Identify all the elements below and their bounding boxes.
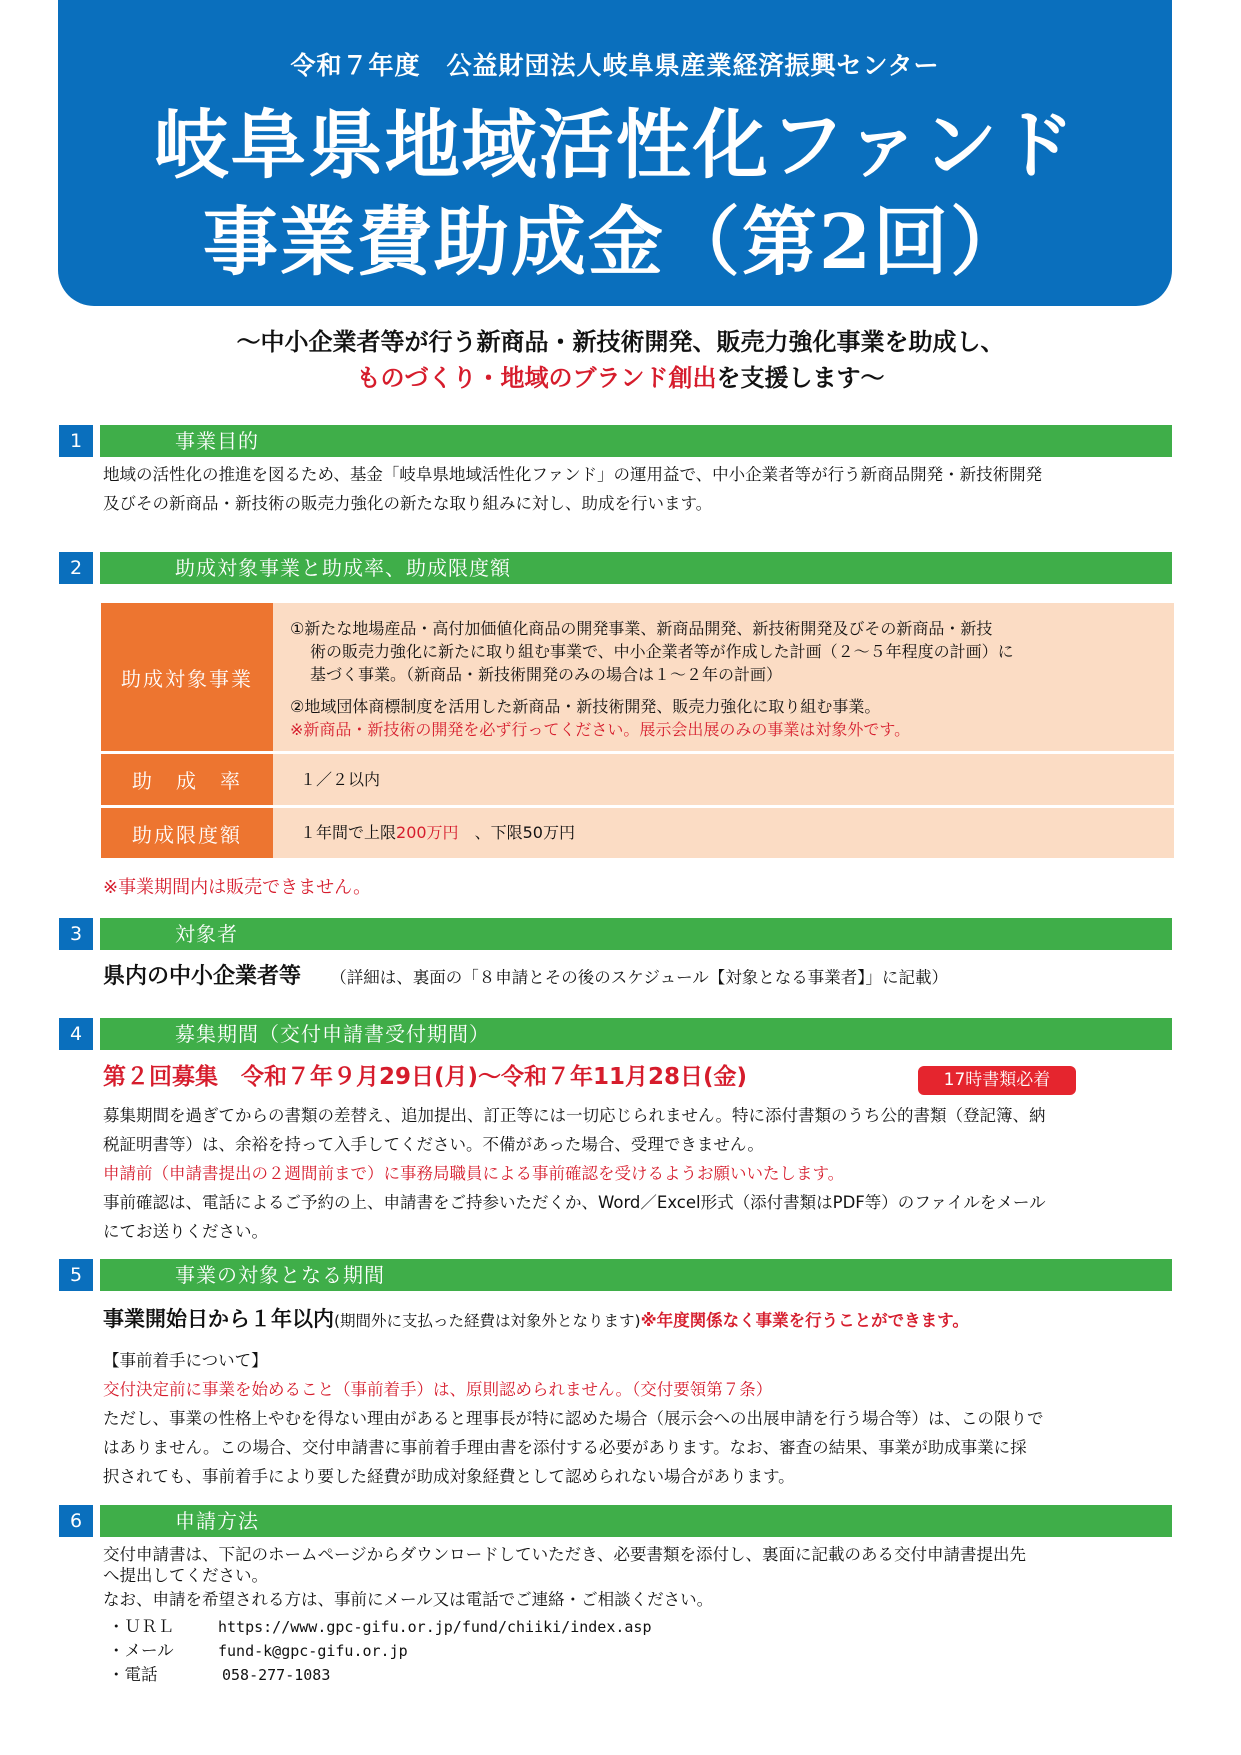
business-period: 事業開始日から１年以内	[103, 1307, 334, 1331]
section3-body	[103, 962, 1178, 992]
page-title-line2: 事業費助成金（第2回）	[202, 198, 1028, 286]
section5-line: ただし、事業の性格上やむを得ない理由があると理事長が特に認めた場合（展示会への出展申請を行う場合等）は、この限りで	[103, 1409, 1044, 1428]
grant-table	[101, 603, 1174, 858]
subtitle-line2	[0, 358, 1241, 393]
contact-phone: 058-277-1083	[222, 1666, 331, 1684]
limit-text: １年間で上限	[300, 823, 397, 842]
section6-line: へ提出してください。	[103, 1566, 268, 1585]
target-item1: 術の販売力強化に新たに取り組む事業で、中小企業者等が作成した計画（２～５年程度の計画）に	[310, 642, 1014, 661]
target-label: 助成対象事業	[101, 603, 273, 751]
section-title: 申請方法	[100, 1505, 1172, 1537]
recruitment-period: 第２回募集 令和７年９月29日(月)～令和７年11月28日(金)	[103, 1064, 748, 1090]
contact-label: ・電話	[108, 1665, 158, 1684]
page-title-line1: 岐阜県地域活性化ファンド	[153, 101, 1077, 189]
target-applicants: 県内の中小企業者等	[103, 964, 302, 989]
target-applicants-detail: （詳細は、裏面の「８申請とその後のスケジュール【対象となる事業者】」に記載）	[330, 968, 949, 987]
section4-body	[103, 1101, 1178, 1246]
limit-label: 助成限度額	[101, 808, 273, 858]
section-header-5	[59, 1259, 1172, 1291]
section5-line: はありません。この場合、交付申請書に事前着手理由書を添付する必要があります。なお、審査の結果、事業が助成事業に採	[103, 1438, 1027, 1457]
target-item1: 基づく事業。（新商品・新技術開発のみの場合は１～２年の計画）	[310, 665, 783, 684]
section-title: 助成対象事業と助成率、助成限度額	[100, 552, 1172, 584]
section-header-4	[59, 1018, 1172, 1050]
target-cell	[273, 603, 1174, 751]
section-title: 事業の対象となる期間	[100, 1259, 1172, 1291]
section-title: 事業目的	[100, 425, 1172, 457]
section4-line: 事前確認は、電話によるご予約の上、申請書をご持参いただくか、Word／Excel形式（添付書類はPDF等）のファイルをメール	[103, 1193, 1046, 1212]
target-item1: ①新たな地場産品・高付加価値化商品の開発事業、新商品開発、新技術開発及びその新商品・新技	[290, 619, 993, 638]
subtitle-line1: ～中小企業者等が行う新商品・新技術開発、販売力強化事業を助成し、	[236, 328, 1005, 356]
contact-url-link[interactable]: https://www.gpc-gifu.or.jp/fund/chiiki/index.asp	[218, 1618, 652, 1636]
contact-email-row	[108, 1639, 1183, 1663]
section1-line: 及びその新商品・新技術の販売力強化の新たな取り組みに対し、助成を行います。	[103, 494, 713, 513]
pre-start-red-line: 交付決定前に事業を始めること（事前着手）は、原則認められません。（交付要領第７条）	[103, 1380, 773, 1399]
deadline-badge: 17時書類必着	[918, 1066, 1076, 1095]
target-note: ※新商品・新技術の開発を必ず行ってください。展示会出展のみの事業は対象外です。	[290, 720, 911, 739]
limit-text: 、下限50万円	[474, 823, 575, 842]
section-number: 4	[59, 1018, 93, 1050]
contact-list	[108, 1615, 1183, 1687]
section-number: 5	[59, 1259, 93, 1291]
organization-name: 令和７年度 公益財団法人岐阜県産業経済振興センター	[290, 51, 940, 80]
section4-red-line: 申請前（申請書提出の２週間前まで）に事務局職員による事前確認を受けるようお願いいたします。	[103, 1164, 845, 1183]
section-number: 3	[59, 918, 93, 950]
section-header-1	[59, 425, 1172, 457]
target-item2: ②地域団体商標制度を活用した新商品・新技術開発、販売力強化に取り組む事業。	[290, 697, 881, 716]
section1-line: 地域の活性化の推進を図るため、基金「岐阜県地域活性化ファンド」の運用益で、中小企業者等が行う新商品開発・新技術開発	[103, 465, 1043, 484]
section-number: 2	[59, 552, 93, 584]
contact-label: ・ＵＲＬ	[108, 1617, 174, 1636]
pre-start-heading: 【事前着手について】	[103, 1351, 268, 1370]
section6-line: 交付申請書は、下記のホームページからダウンロードしていただき、必要書類を添付し、裏面に記載のある交付申請書提出先	[103, 1545, 1027, 1564]
section-header-2	[59, 552, 1172, 584]
section5-body	[103, 1346, 1178, 1491]
contact-label: ・メール	[108, 1641, 174, 1660]
limit-value	[273, 808, 1174, 858]
header-banner	[58, 0, 1172, 306]
rate-label: 助 成 率	[101, 754, 273, 805]
business-period-note: (期間外に支払った経費は対象外となります)	[334, 1312, 641, 1330]
section-number: 6	[59, 1505, 93, 1537]
section1-body	[103, 460, 1178, 518]
subtitle-rest: を支援します～	[716, 364, 885, 392]
contact-email-link[interactable]: fund-k@gpc-gifu.or.jp	[218, 1642, 408, 1660]
section-number: 1	[59, 425, 93, 457]
section5-line: 択されても、事前着手により要した経費が助成対象経費として認められない場合があります。	[103, 1467, 795, 1486]
sales-note: ※事業期間内は販売できません。	[103, 877, 372, 898]
section6-line: なお、申請を希望される方は、事前にメール又は電話でご連絡・ご相談ください。	[103, 1590, 714, 1609]
section5-lead	[103, 1305, 1203, 1336]
rate-value: １／２以内	[273, 754, 1174, 805]
contact-phone-row	[108, 1663, 1183, 1687]
section4-line: 税証明書等）は、余裕を持って入手してください。不備があった場合、受理できません。	[103, 1135, 764, 1154]
section-header-6	[59, 1505, 1172, 1537]
section-header-3	[59, 918, 1172, 950]
business-period-red-note: ※年度関係なく事業を行うことができます。	[640, 1311, 969, 1330]
section4-line: 募集期間を過ぎてからの書類の差替え、追加提出、訂正等には一切応じられません。特に添付書類のうち公的書類（登記簿、納	[103, 1106, 1046, 1125]
contact-url-row	[108, 1615, 1183, 1639]
section6-body	[103, 1544, 1178, 1610]
section4-line: にてお送りください。	[103, 1222, 268, 1241]
section-title: 募集期間（交付申請書受付期間）	[100, 1018, 1172, 1050]
subtitle-highlight: ものづくり・地域のブランド創出	[356, 364, 717, 392]
section-title: 対象者	[100, 918, 1172, 950]
limit-upper: 200万円	[396, 823, 459, 842]
